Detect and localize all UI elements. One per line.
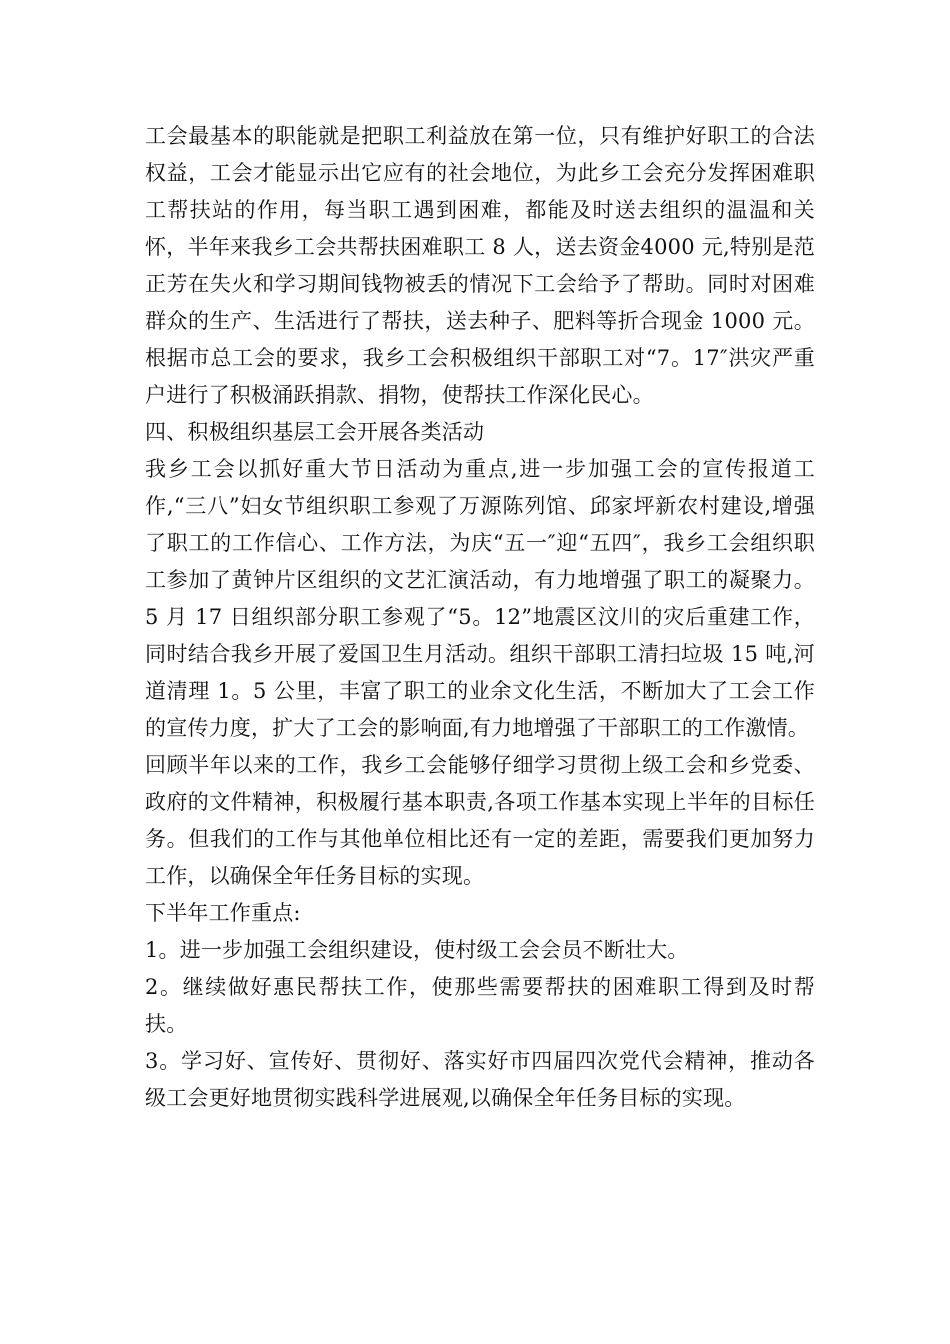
paragraph-review: 回顾半年以来的工作，我乡工会能够仔细学习贯彻上级工会和乡党委、政府的文件精神，积极履行基本职责,各项工作基本实现上半年的目标任务。但我们的工作与其他单位相比还有一定的差距，需要我们更加努力工作，以确保全年任务目标的实现。 [145,753,815,888]
priority-item-2: 2。继续做好惠民帮扶工作，使那些需要帮扶的困难职工得到及时帮扶。 [145,975,815,1036]
heading-second-half-priorities: 下半年工作重点: [145,901,301,925]
document-page [145,118,815,1117]
section-heading-activities: 四、积极组织基层工会开展各类活动 [145,420,485,444]
paragraph-activities: 我乡工会以抓好重大节日活动为重点,进一步加强工会的宣传报道工作,“三八”妇女节组织职工参观了万源陈列馆、邱家坪新农村建设,增强了职工的工作信心、工作方法，为庆“五一″迎“五四″，我乡工会组织职工参加了黄钟片区组织的文艺汇演活动，有力地增强了职工的凝聚力。5 月 17 日组织部分职工参观了“5。12”地震区汶川的灾后重建工作，同时结合我乡开展了爱国卫生月活动。组织干部职工清扫垃圾 15 吨,河道清理 1。5 公里，丰富了职工的业余文化生活，不断加大了工会工作的宣传力度，扩大了工会的影响面,有力地增强了干部职工的工作激情。 [145,457,815,740]
priority-item-3: 3。学习好、宣传好、贯彻好、落实好市四届四次党代会精神，推动各级工会更好地贯彻实践科学进展观,以确保全年任务目标的实现。 [145,1049,815,1110]
paragraph-support-work: 工会最基本的职能就是把职工利益放在第一位，只有维护好职工的合法权益，工会才能显示出它应有的社会地位，为此乡工会充分发挥困难职工帮扶站的作用，每当职工遇到困难，都能及时送去组织的温温和关怀，半年来我乡工会共帮扶困难职工 8 人，送去资金4000 元,特别是范正芳在失火和学习期间钱物被丢的情况下工会给予了帮助。同时对困难群众的生产、生活进行了帮扶，送去种子、肥料等折合现金 1000 元。根据市总工会的要求，我乡工会积极组织干部职工对“7。17″洪灾严重户进行了积极涌跃捐款、捐物，使帮扶工作深化民心。 [145,124,815,407]
priority-item-1: 1。进一步加强工会组织建设，使村级工会会员不断壮大。 [145,938,689,962]
